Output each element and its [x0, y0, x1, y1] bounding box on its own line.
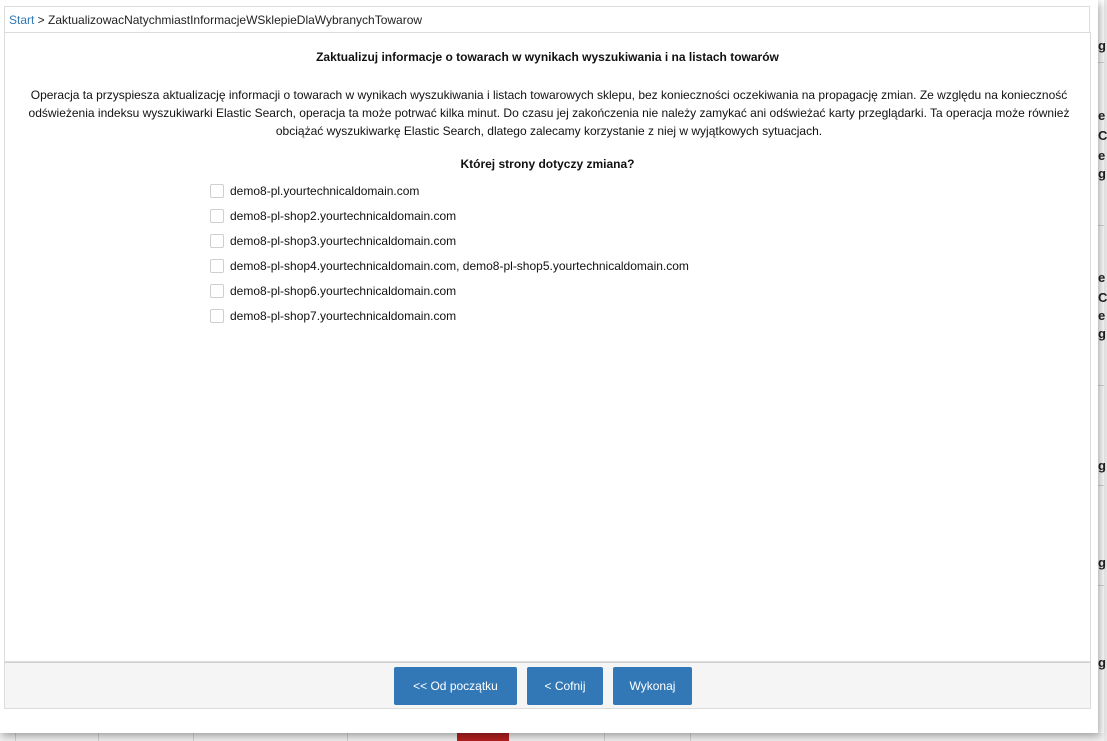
operation-description: Operacja ta przyspiesza aktualizację informacji o towarach w wynikach wyszukiwania i listach towarowych sklepu, bez konieczności oczekiwania na propagację zmian. Ze względu na konieczność odświeżenia indeksu wyszukiwarki Elastic Search, operacja ta może potrwać kilka minut. Do czasu jej zakończenia nie należy zamykać ani odświeżać karty przeglądarki. Ta operacja może również obciążać wyszukiwarkę Elastic Search, dlatego zalecamy korzystanie z niej w wyjątkowych sytuacjach.: [28, 88, 1070, 138]
site-checkbox[interactable]: [210, 184, 224, 198]
site-checkbox[interactable]: [210, 284, 224, 298]
site-label: demo8-pl-shop7.yourtechnicaldomain.com: [230, 308, 457, 323]
background-text-fragment: g: [1098, 458, 1106, 473]
site-checkbox[interactable]: [210, 234, 224, 248]
background-text-fragment: g: [1098, 38, 1106, 53]
background-cell: [604, 733, 605, 741]
site-question: Której strony dotyczy zmiana?: [460, 157, 635, 171]
background-text-fragment: e: [1098, 148, 1106, 163]
dialog-footer: [4, 662, 1091, 709]
back-button[interactable]: < Cofnij: [527, 667, 603, 705]
breadcrumb-start-link[interactable]: Start: [9, 13, 35, 27]
breadcrumb-current: ZaktualizowacNatychmiastInformacjeWSklepieDlaWybranychTowarow: [48, 13, 423, 27]
background-table-edge: [0, 733, 1104, 741]
site-label: demo8-pl-shop4.yourtechnicaldomain.com, demo8-pl-shop5.yourtechnicaldomain.com: [230, 258, 689, 273]
execute-button[interactable]: Wykonaj: [613, 667, 692, 705]
site-option[interactable]: [210, 278, 689, 303]
site-option[interactable]: [210, 303, 689, 328]
breadcrumb: [4, 6, 1090, 32]
background-text-fragment: g: [1098, 655, 1106, 670]
background-red-cell: [457, 733, 509, 741]
site-checkbox[interactable]: [210, 309, 224, 323]
background-text-fragment: g: [1098, 326, 1106, 341]
site-label: demo8-pl.yourtechnicaldomain.com: [230, 183, 420, 198]
site-checkbox[interactable]: [210, 259, 224, 273]
background-cell: [193, 733, 194, 741]
site-label: demo8-pl-shop2.yourtechnicaldomain.com: [230, 208, 457, 223]
background-text-fragment: g: [1098, 555, 1106, 570]
background-cell: [98, 733, 99, 741]
background-text-fragment: C: [1098, 290, 1107, 305]
site-label: demo8-pl-shop6.yourtechnicaldomain.com: [230, 283, 457, 298]
site-option[interactable]: [210, 228, 689, 253]
site-checkbox[interactable]: [210, 209, 224, 223]
background-text-fragment: e: [1098, 308, 1106, 323]
background-cell: [690, 733, 691, 741]
background-cell: [15, 733, 16, 741]
site-option[interactable]: [210, 178, 689, 203]
background-text-fragment: C: [1098, 128, 1107, 143]
background-text-fragment: e: [1098, 270, 1106, 285]
page-title: Zaktualizuj informacje o towarach w wynikach wyszukiwania i na listach towarów: [316, 50, 779, 64]
breadcrumb-separator: >: [34, 13, 49, 27]
back-to-start-button[interactable]: << Od początku: [394, 667, 517, 705]
site-option[interactable]: [210, 253, 689, 278]
background-text-fragment: e: [1098, 108, 1106, 123]
background-text-fragment: g: [1098, 166, 1106, 181]
background-cell: [347, 733, 348, 741]
dialog-content: [4, 32, 1091, 662]
site-checkbox-list: [210, 178, 689, 328]
site-label: demo8-pl-shop3.yourtechnicaldomain.com: [230, 233, 457, 248]
site-option[interactable]: [210, 203, 689, 228]
